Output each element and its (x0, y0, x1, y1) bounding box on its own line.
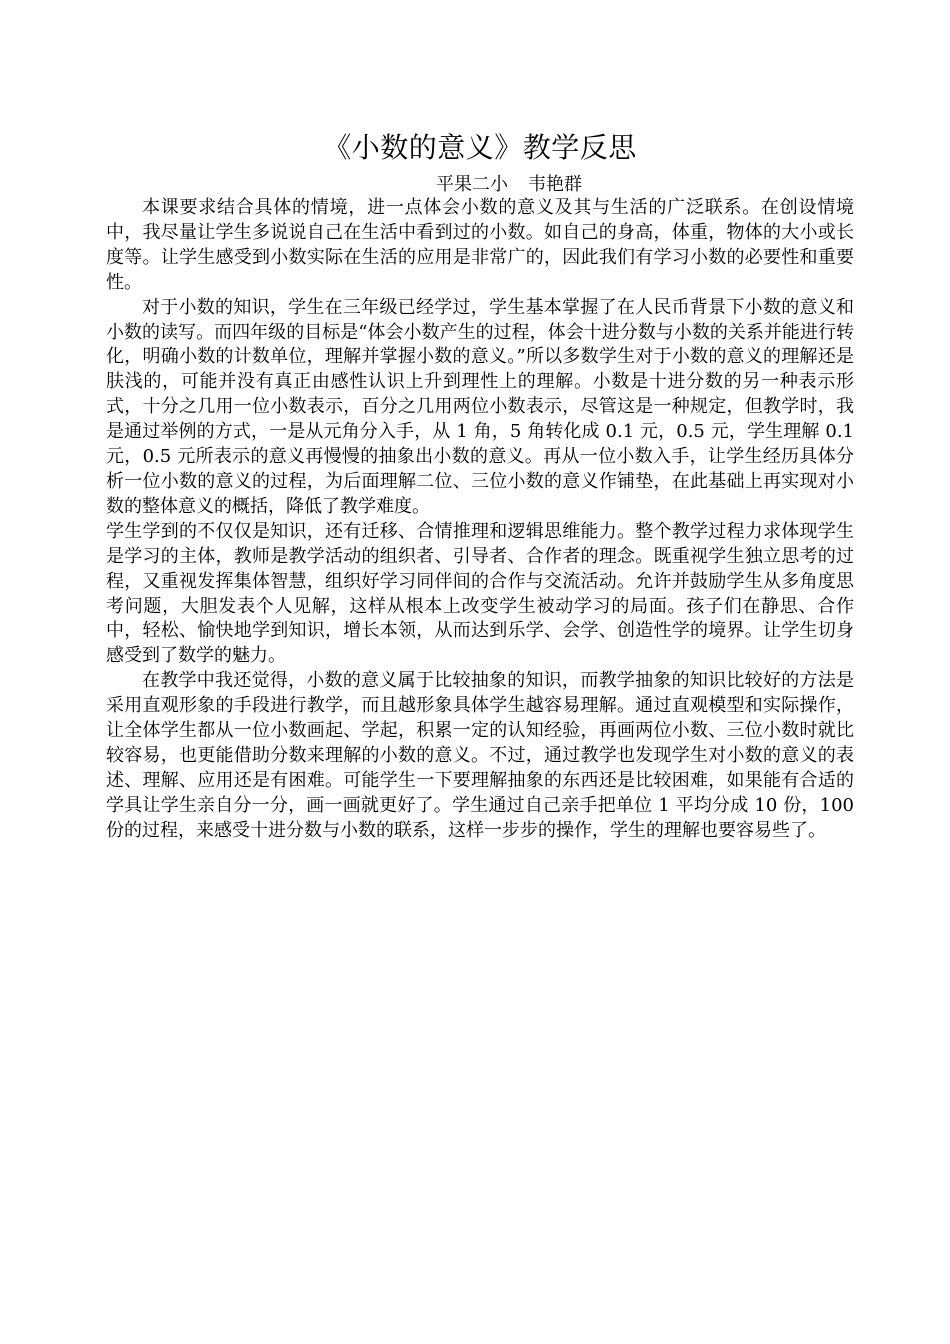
paragraph: 学生学到的不仅仅是知识，还有迁移、合情推理和逻辑思维能力。整个教学过程力求体现学生是学习的主体，教师是教学活动的组织者、引导者、合作者的理念。既重视学生独立思考的过程，又重视发挥集体智慧，组织好学习同伴间的合作与交流活动。允许并鼓励学生从多角度思考问题，大胆发表个人见解，这样从根本上改变学生被动学习的局面。孩子们在静思、合作中，轻松、愉快地学到知识，增长本领，从而达到乐学、会学、创造性学的境界。让学生切身感受到了数学的魅力。 (106, 520, 854, 667)
paragraph: 在教学中我还觉得，小数的意义属于比较抽象的知识，而教学抽象的知识比较好的方法是采用直观形象的手段进行教学，而且越形象具体学生越容易理解。通过直观模型和实际操作，让全体学生都从一位小数画起、学起，积累一定的认知经验，再画两位小数、三位小数时就比较容易，也更能借助分数来理解的小数的意义。不过，通过教学也发现学生对小数的意义的表述、理解、应用还是有困难。可能学生一下要理解抽象的东西还是比较困难，如果能有合适的学具让学生亲自分一分，画一画就更好了。学生通过自己亲手把单位 1 平均分成 10 份，100 份的过程，来感受十进分数与小数的联系，这样一步步的操作，学生的理解也要容易些了。 (106, 670, 854, 841)
paragraph: 对于小数的知识，学生在三年级已经学过，学生基本掌握了在人民币背景下小数的意义和小数的读写。而四年级的目标是“体会小数产生的过程，体会十进分数与小数的关系并能进行转化，明确小数的计数单位，理解并掌握小数的意义。”所以多数学生对于小数的意义的理解还是肤浅的，可能并没有真正由感性认识上升到理性上的理解。小数是十进分数的另一种表示形式，十分之几用一位小数表示，百分之几用两位小数表示，尽管这是一种规定，但教学时，我是通过举例的方式，一是从元角分入手，从 1 角，5 角转化成 0.1 元，0.5 元，学生理解 0.1 元，0.5 元所表示的意义再慢慢的抽象出小数的意义。再从一位小数入手，让学生经历具体分析一位小数的意义的过程，为后面理解二位、三位小数的意义作铺垫，在此基础上再实现对小数的整体意义的概括，降低了教学难度。 (106, 296, 854, 517)
document-page (106, 128, 854, 844)
author-line (106, 174, 854, 196)
author-name: 韦艳群 (528, 174, 582, 195)
document-title: 《小数的意义》教学反思 (323, 131, 637, 164)
author-school: 平果二小 (436, 174, 508, 195)
paragraph: 本课要求结合具体的情境，进一点体会小数的意义及其与生活的广泛联系。在创设情境中，我尽量让学生多说说自己在生活中看到过的小数。如自己的身高，体重，物体的大小或长度等。让学生感受到小数实际在生活的应用是非常广的，因此我们有学习小数的必要性和重要性。 (106, 197, 854, 293)
